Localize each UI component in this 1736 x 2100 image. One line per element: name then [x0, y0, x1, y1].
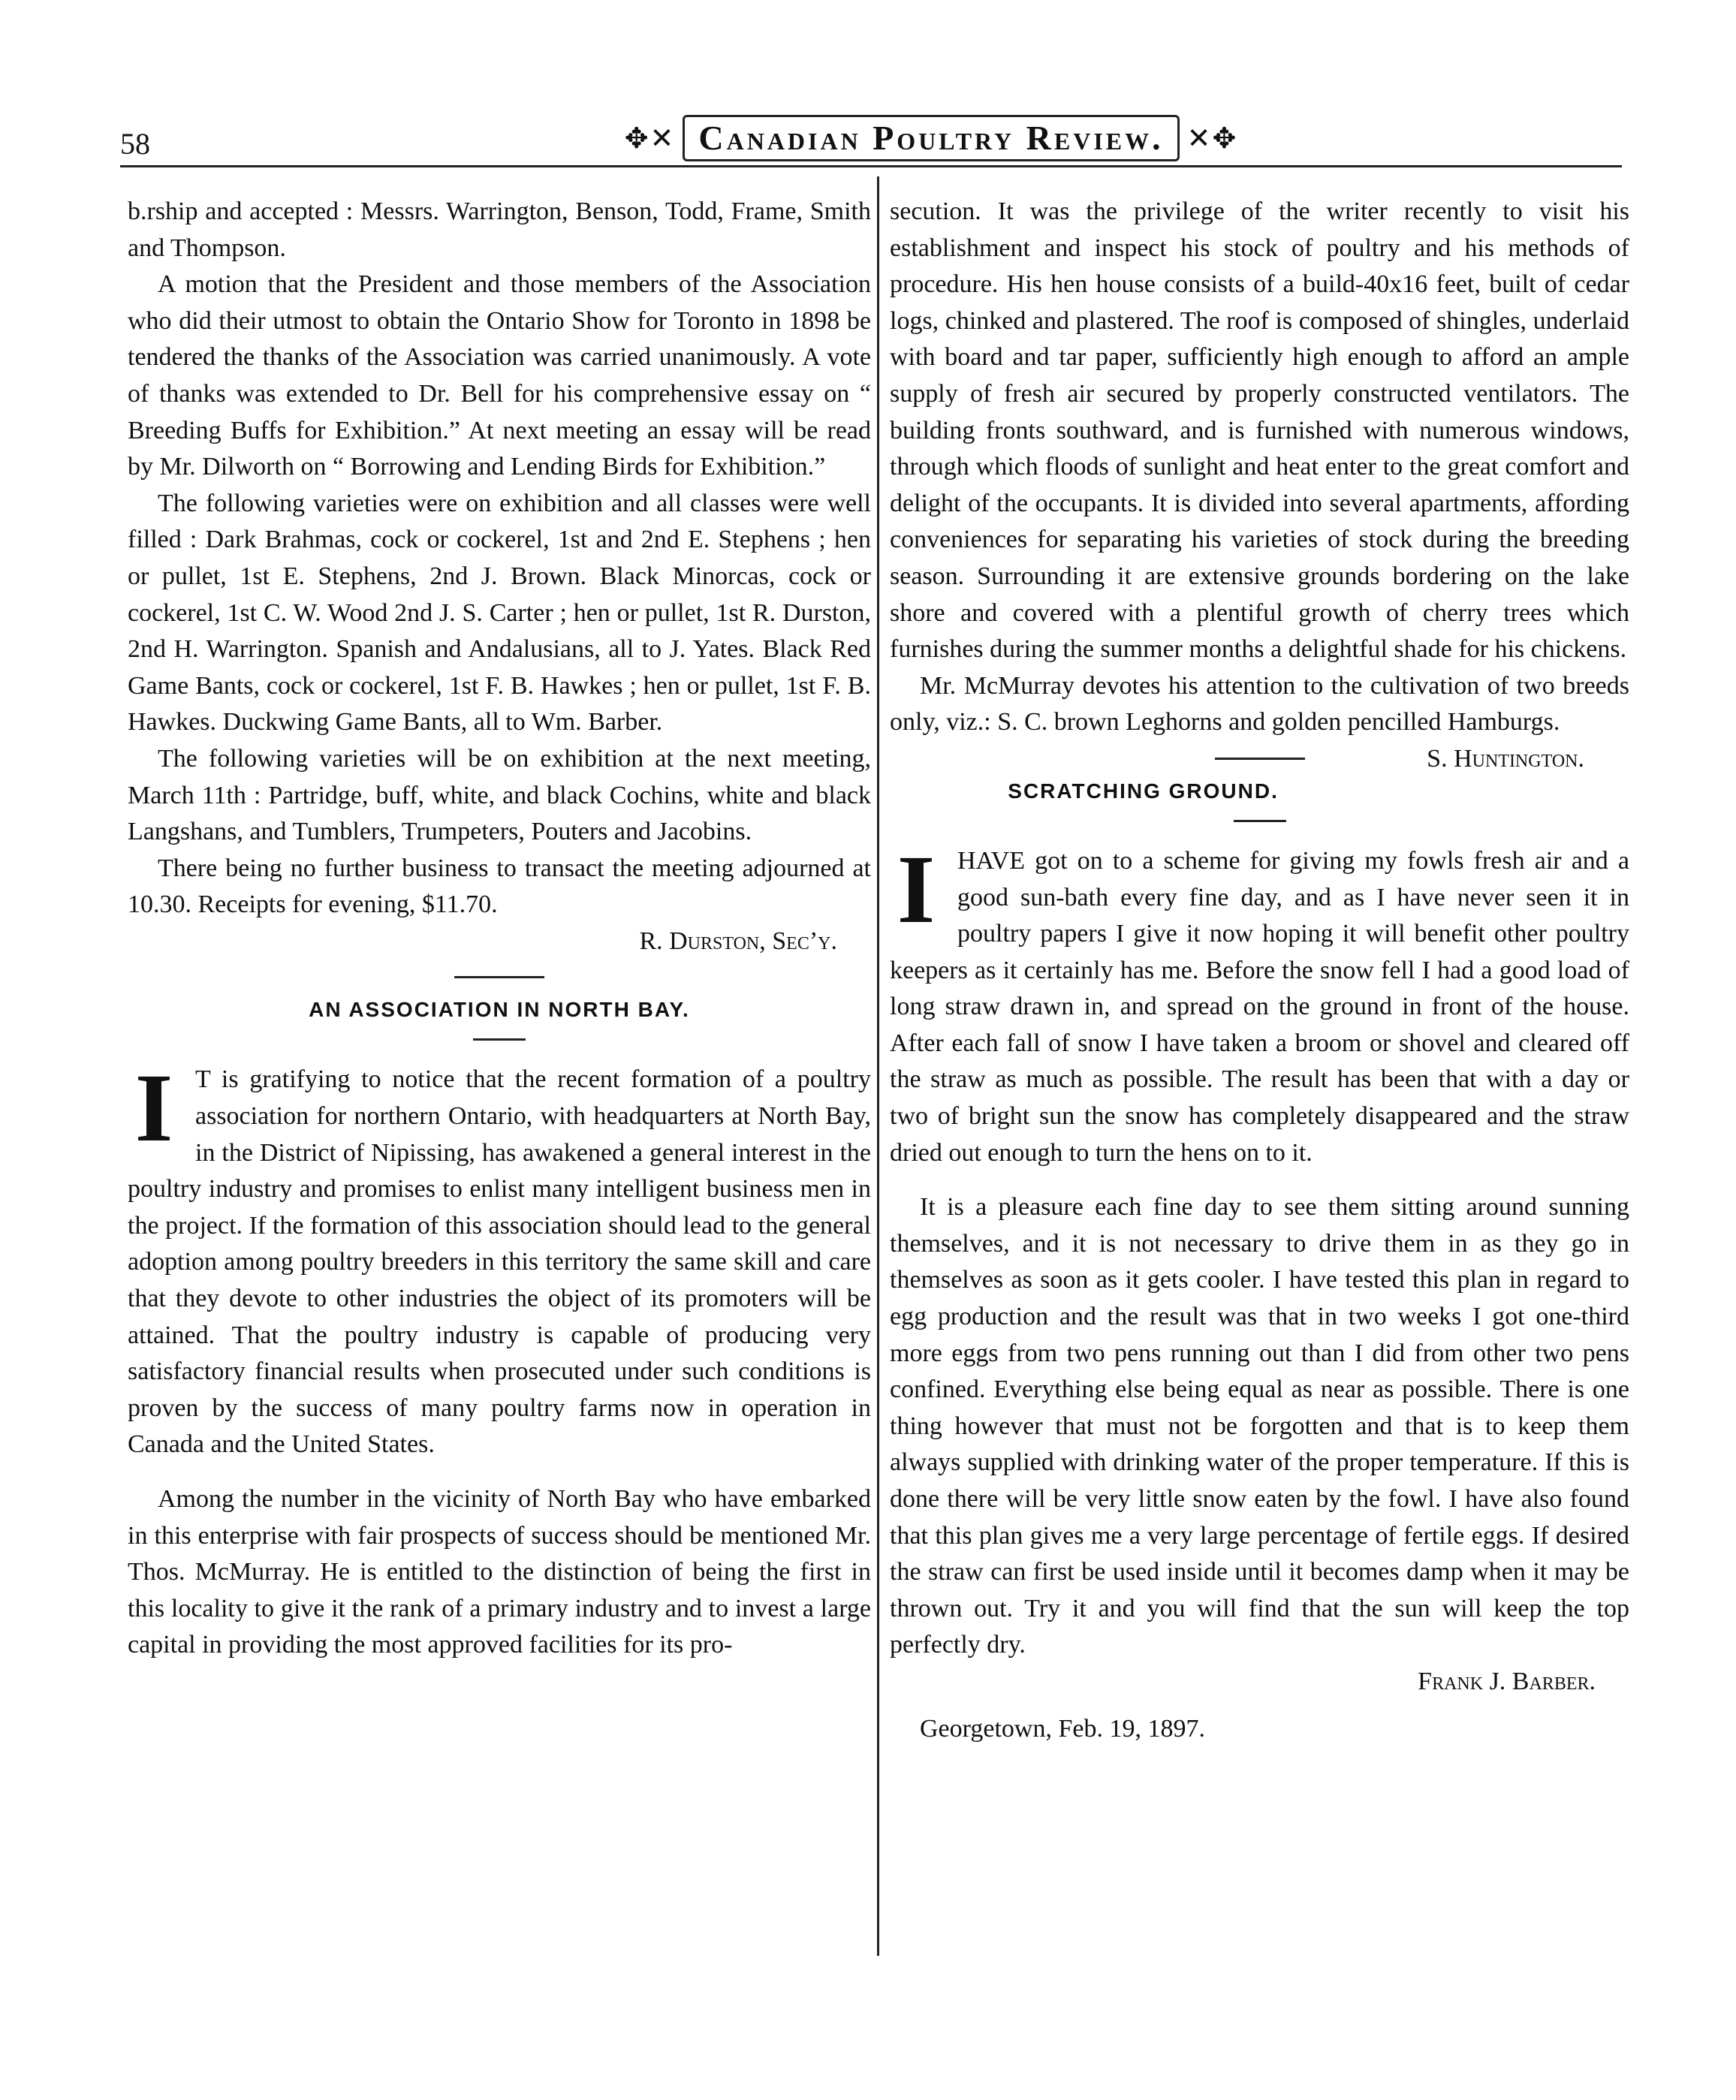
page-number: 58: [120, 127, 150, 161]
article-heading: SCRATCHING GROUND.: [1008, 779, 1279, 803]
paragraph: The following varieties will be on exhibition at the next meeting, March 11th : Partridge, buff, white, and black Cochins, white and black Langshans, and Tumblers, Trumpeters, Pouters and Jacobins.: [128, 744, 871, 846]
paragraph-text: Mr. McMurray devotes his attention to the cultivation of two breeds only, viz.: S. C. brown Leghorns and golden pencilled Hamburgs.: [890, 671, 1629, 737]
signature: R. Durston, Sec’y.: [639, 926, 837, 955]
dropcap-paragraph: [890, 835, 1629, 1171]
ornament-left-icon: ✥✕: [624, 122, 676, 155]
section-rule: [454, 976, 544, 978]
signature: S. Huntington.: [1427, 744, 1584, 773]
section-rule: [1215, 758, 1305, 760]
masthead-title: Canadian Poultry Review.: [683, 115, 1179, 161]
paragraph: It is a pleasure each fine day to see them sitting around sunning themselves, and it is not necessary to drive them in as they go in themselves as soon as it gets cooler. I have tested this plan in regard to egg production and the result was that in two weeks I got one-third more eggs from two pens running out than I did from other two pens confined. Everything else being equal as near as possible. There is one thing however that must not be forgotten and that is to keep them always supplied with drinking water of the proper temperature. If this is done there will be very little snow eaten by the fowl. I have also found that this plan gives me a very large percentage of fertile eggs. If desired the straw can first be used inside until it becomes damp when it may be thrown out. Try it and you will find that the sun will keep the top perfectly dry.: [890, 1193, 1629, 1659]
page-header: [120, 113, 1622, 173]
section-rule: [473, 1038, 526, 1041]
drop-cap: I: [134, 1054, 173, 1163]
spacer: [890, 1171, 1629, 1189]
paragraph: Among the number in the vicinity of North Bay who have embarked in this enterprise with fair prospects of success should be mentioned Mr. Thos. McMurray. He is entitled to the distinction of being the first in this locality to give it the rank of a primary industry and to invest a large capital in providing the most approved facilities for its pro-: [128, 1485, 871, 1659]
masthead: [601, 114, 1261, 162]
drop-cap: I: [897, 835, 936, 944]
paragraph: The following varieties were on exhibition and all classes were well filled : Dark Brahmas, cock or cockerel, 1st and 2nd E. Stephens ; hen or pullet, 1st E. Stephens, 2nd J. Brown. Black Minorcas, cock or cockerel, 1st C. W. Wood 2nd J. S. Carter ; hen or pullet, 1st R. Durston, 2nd H. Warrington. Spanish and Andalusians, all to J. Yates. Black Red Game Bants, cock or cockerel, 1st F. B. Hawkes ; hen or pullet, 1st F. B. Hawkes. Duckwing Game Bants, all to Wm. Barber.: [128, 489, 871, 737]
header-rule: [120, 165, 1622, 167]
signature: Frank J. Barber.: [1418, 1667, 1596, 1695]
paragraph: There being no further business to transact the meeting adjourned at 10.30. Receipts for evening, $11.70.: [128, 854, 871, 919]
section-rule: [1234, 820, 1286, 822]
dateline: Georgetown, Feb. 19, 1897.: [920, 1714, 1205, 1743]
paragraph: T is gratifying to notice that the recent formation of a poultry association for northern Ontario, with headquarters at North Bay, in the District of Nipissing, has awakened a general interest in the poultry industry and promises to enlist many intelligent business men in the project. If the formation of this association should lead to the general adoption among poultry breeders in this territory the same skill and care that they devote to other industries the object of its promoters will be attained. That the poultry industry is capable of producing very satisfactory financial results when prosecuted under such conditions is proven by the success of many poultry farms now in operation in Canada and the United States.: [128, 1065, 871, 1459]
article-heading: AN ASSOCIATION IN NORTH BAY.: [309, 998, 690, 1022]
paragraph: b.rship and accepted : Messrs. Warrington, Benson, Todd, Frame, Smith and Thompson.: [128, 197, 871, 262]
paragraph: HAVE got on to a scheme for giving my fowls fresh air and a good sun-bath every fine day, and as I have never seen it in poultry papers I give it now hoping it will benefit other poultry keepers as it certainly has me. Before the snow fell I had a good load of long straw drawn in, and spread on the ground in front of the house. After each fall of snow I have taken a broom or shovel and cleared off the straw as much as possible. The result has been that with a day or two of bright sun the snow has completely disappeared and the straw dried out enough to turn the hens on to it.: [890, 846, 1629, 1167]
spacer: [128, 1463, 871, 1481]
left-column: [128, 194, 871, 1664]
right-column: [890, 194, 1629, 1747]
column-divider: [877, 176, 879, 1956]
paragraph: [890, 668, 1629, 773]
paragraph: secution. It was the privilege of the writer recently to visit his establishment and inspect his stock of poultry and his methods of procedure. His hen house consists of a build-40x16 feet, built of cedar logs, chinked and plastered. The roof is composed of shingles, underlaid with board and tar paper, sufficiently high enough to afford an ample supply of fresh air secured by properly constructed ventilators. The building fronts southward, and is furnished with numerous windows, through which floods of sunlight and heat enter to the great comfort and delight of the occupants. It is divided into several apartments, affording conveniences for separating his varieties of stock during the breeding season. Surrounding it are extensive grounds bordering on the lake shore and covered with a plentiful growth of cherry trees which furnishes during the summer months a delightful shade for his chickens.: [890, 197, 1629, 664]
dropcap-paragraph: [128, 1054, 871, 1463]
paragraph: A motion that the President and those members of the Association who did their utmost to obtain the Ontario Show for Toronto in 1898 be tendered the thanks of the Association was carried unanimously. A vote of thanks was extended to Dr. Bell for his comprehensive essay on “ Breeding Buffs for Exhibition.” At next meeting an essay will be read by Mr. Dilworth on “ Borrowing and Lending Birds for Exhibition.”: [128, 270, 871, 481]
ornament-right-icon: ✕✥: [1186, 122, 1238, 155]
